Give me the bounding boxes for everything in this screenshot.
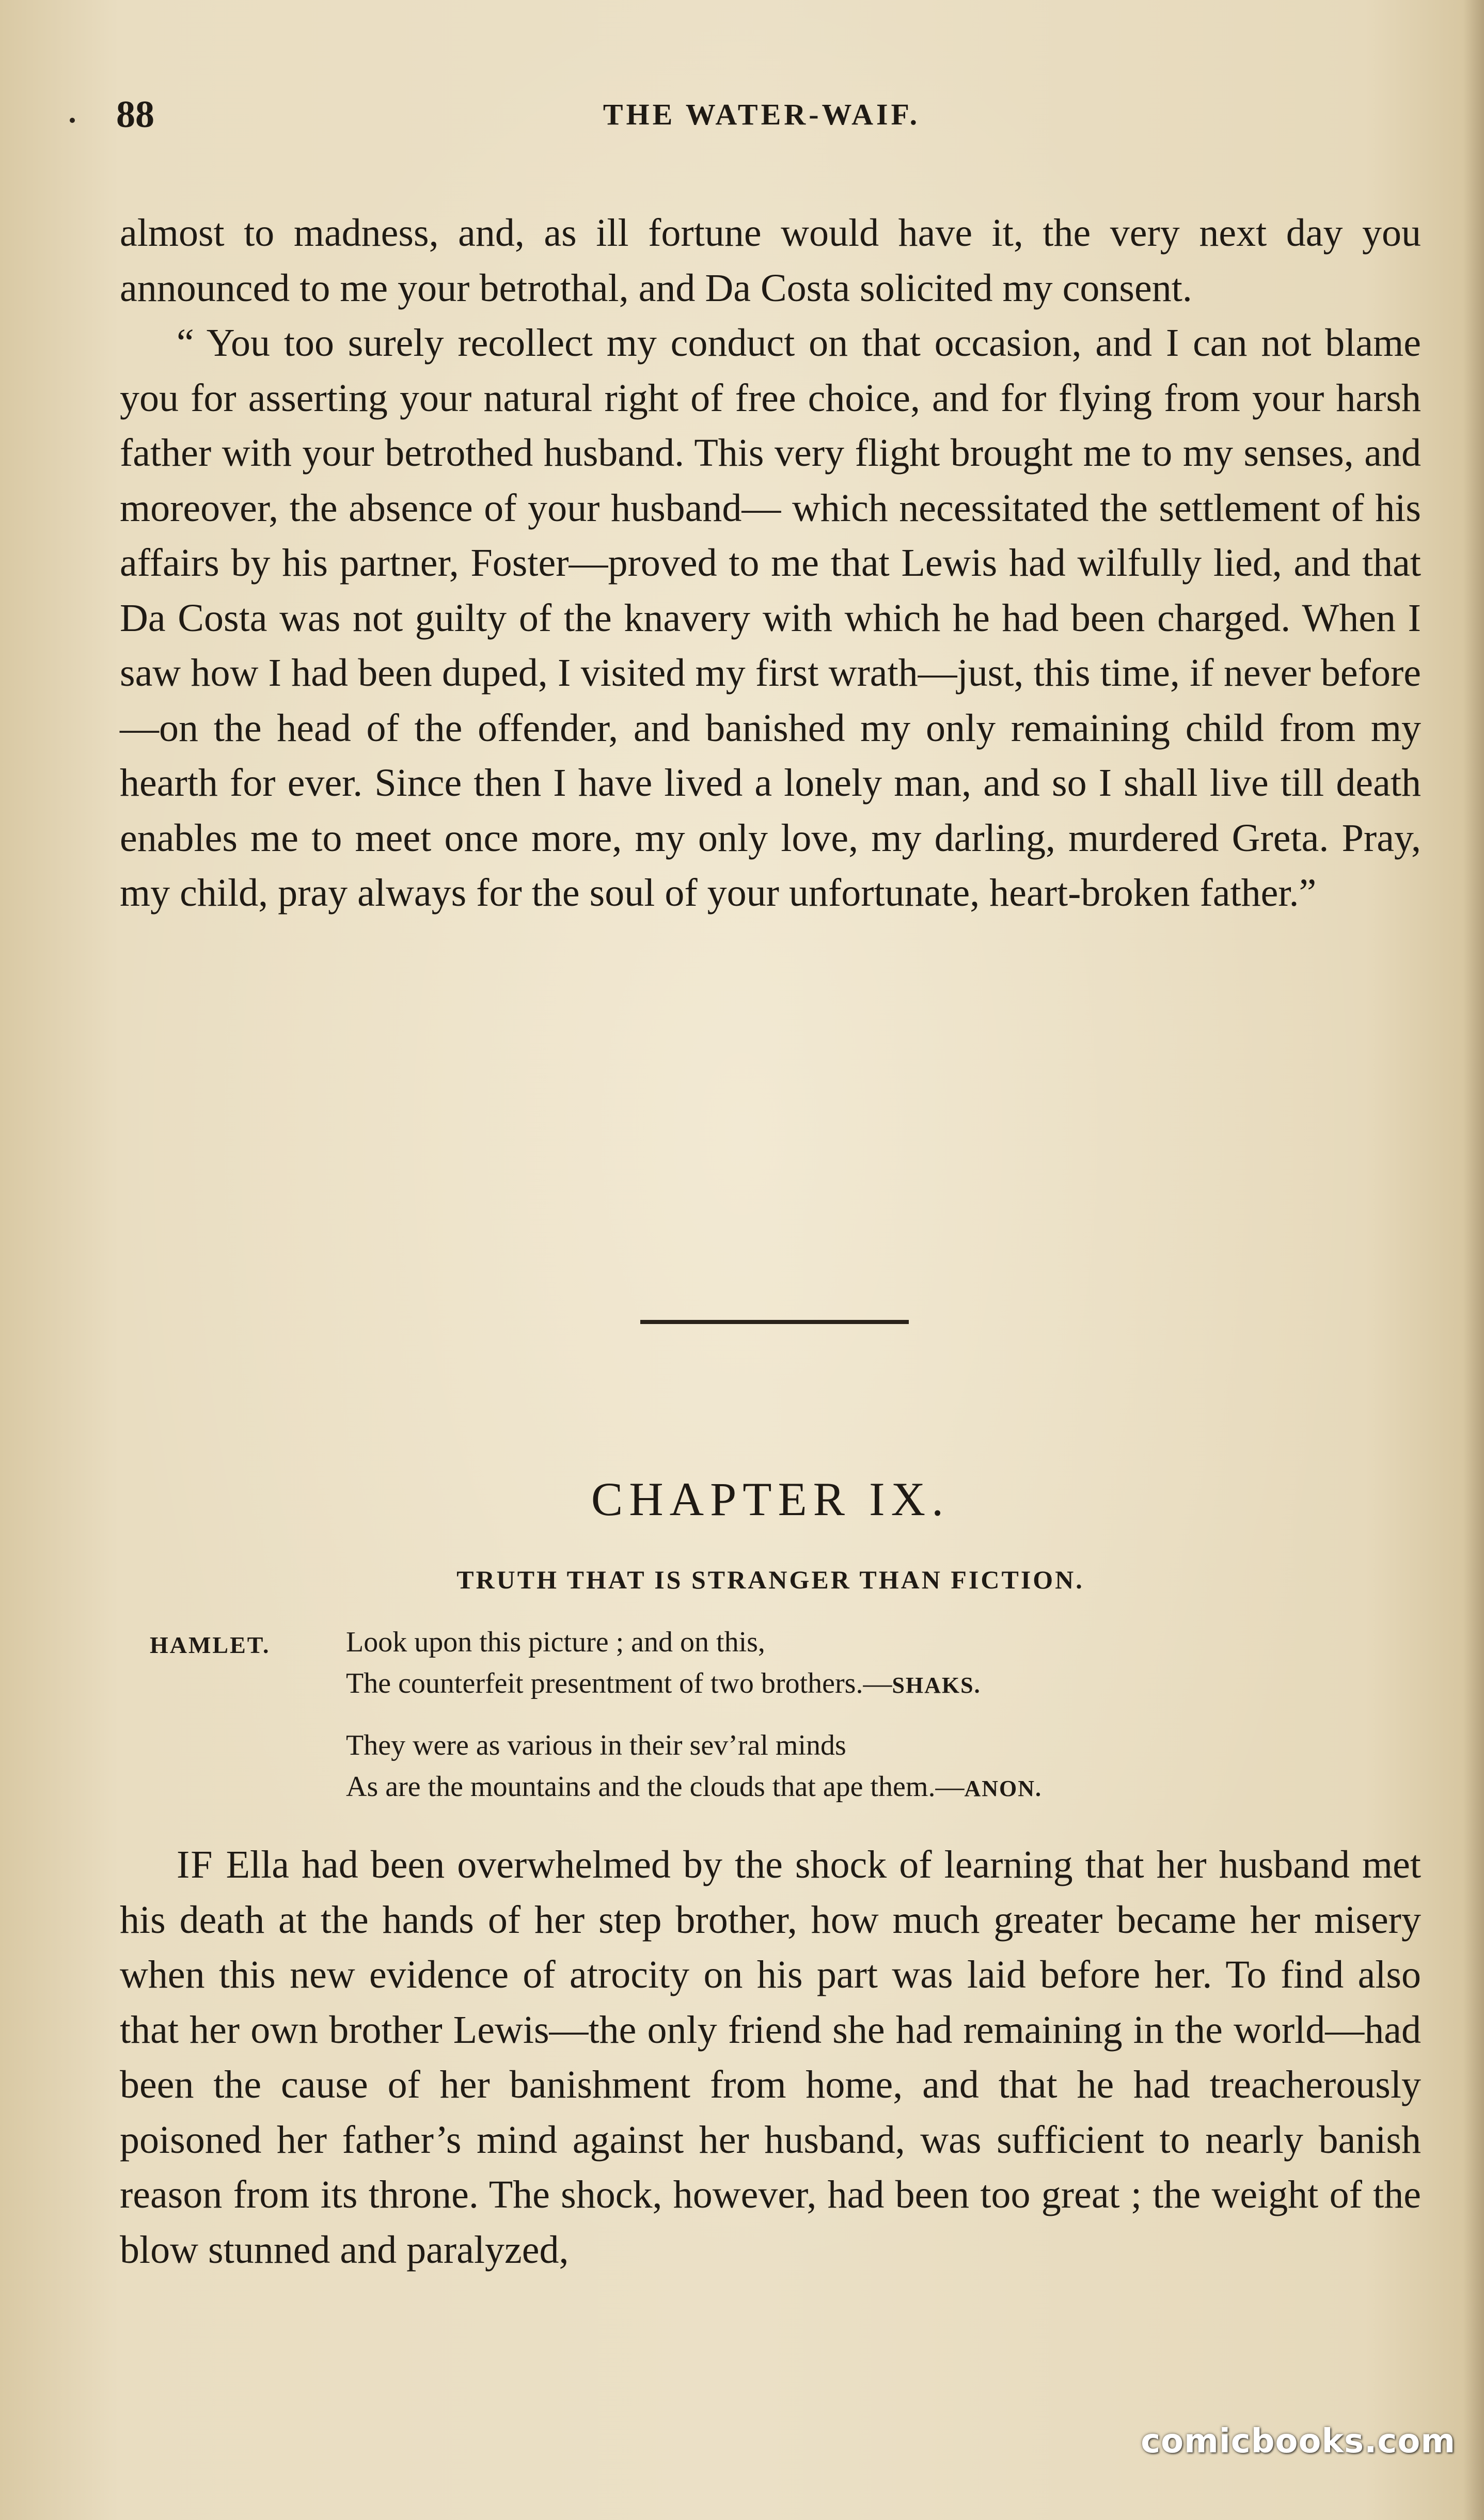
passage-2 <box>120 1837 1421 2277</box>
page-header <box>116 93 1407 139</box>
ink-dot <box>70 118 75 123</box>
section-divider <box>640 1320 909 1324</box>
epigraph-line: They were as various in their sev’ral minds <box>346 1729 846 1761</box>
epigraph-line <box>346 1663 1404 1706</box>
watermark-text: comicbooks.com <box>1141 2422 1456 2461</box>
chapter-title: CHAPTER IX. <box>591 1473 950 1525</box>
epigraph-gap <box>346 1706 1404 1725</box>
chapter-subtitle: TRUTH THAT IS STRANGER THAN FICTION. <box>456 1565 1084 1594</box>
epigraph-line-text: The counterfeit presentment of two brothers.— <box>346 1667 892 1699</box>
epigraph-line-text: As are the mountains and the clouds that ape them.— <box>346 1771 965 1803</box>
running-head: THE WATER-WAIF. <box>603 98 921 131</box>
page-edge-shadow <box>1463 0 1484 2520</box>
passage-1 <box>120 206 1421 921</box>
drop-cap: IF <box>177 1843 214 1886</box>
epigraph-attribution: ANON. <box>964 1776 1043 1801</box>
paragraph: almost to madness, and, as ill fortune would have it, the very next day you announced to me your betrothal, and Da Costa solicited my consent. <box>120 211 1421 310</box>
epigraph-lines <box>346 1621 1404 1809</box>
epigraph-attribution: SHAKS. <box>892 1673 981 1698</box>
paragraph <box>120 1837 1421 2277</box>
paragraph: “ You too surely recollect my conduct on that occasion, and I can not blame you for asserting your natural right of free choice, and for flying from your harsh father with your betrothed husband. This very flight brought me to my senses, and moreover, the absence of your husband— which necessitated the settlement of his affairs by his partner, Foster—proved to me that Lewis had wilfully lied, and that Da Costa was not guilty of the knavery with which he had been charged. When I saw how I had been duped, I visited my first wrath—just, this time, if never before—on the head of the offender, and banished my only remaining child from my hearth for ever. Since then I have lived a lonely man, and so I shall live till death enables me to meet once more, my only love, my darling, murdered Greta. Pray, my child, pray always for the soul of your unfortunate, heart-broken father.” <box>120 321 1421 915</box>
page-number: 88 <box>116 93 154 136</box>
epigraph-speaker: HAMLET. <box>150 1632 271 1658</box>
epigraph-line <box>346 1766 1404 1809</box>
epigraph-line: Look upon this picture ; and on this, <box>346 1626 765 1658</box>
paragraph-text: Ella had been overwhelmed by the shock of learning that her husband met his death at the hands of her step brother, how much greater became her misery when this new evidence of atrocity on his part was laid before her. To find also that her own brother Lewis—the only friend she had remaining in the world—had been the cause of her banishment from home, and that he had treacherously poisoned her father’s mind against her husband, was sufficient to nearly banish reason from its throne. The shock, however, had been too great ; the weight of the blow stunned and paralyzed, <box>120 1843 1421 2272</box>
